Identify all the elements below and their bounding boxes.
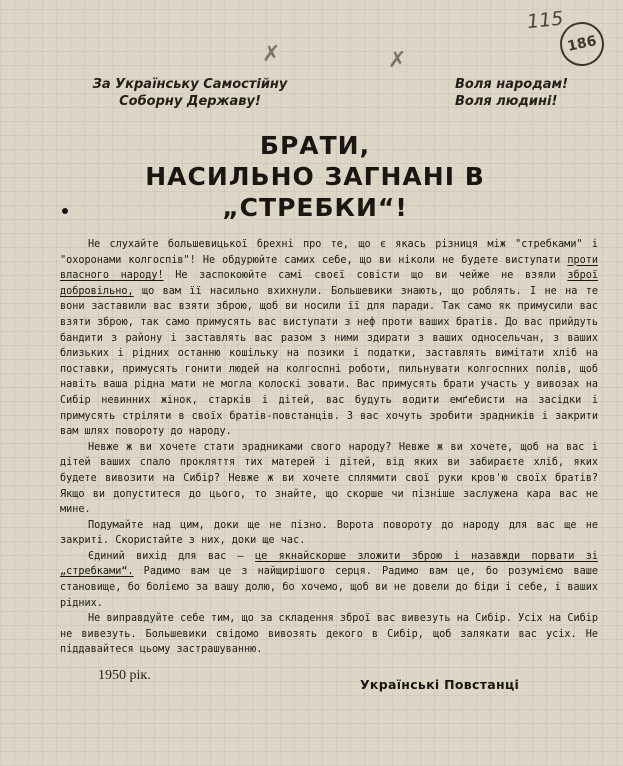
slogan-right-line2: Воля людині!	[455, 94, 558, 109]
paragraph-4	[60, 549, 598, 611]
title-line1: БРАТИ,	[259, 131, 371, 160]
paragraph-1-underlined-1: проти власного народу!	[60, 254, 598, 282]
paragraph-1-text-a: Не слухайте большевицької брехні про те, що є якась різниця між "стребками" і "охоронами колгоспів"! Не обдурюйте самих себе, що ви ніколи не будете виступати	[60, 239, 598, 266]
paragraph-5: Не виправдуйте себе тим, що за складення зброї вас вивезуть на Сибір. Усіх на Сибір не вивезуть. Большевики свідомо вивозять декого в Сибір, щоб залякати вас усіх. Не піддавайтеся цьому застрашуванню.	[60, 613, 598, 656]
paragraph-4-underlined: це якнайскорше зложити зброю і назавжди порвати зі „стребками“.	[60, 550, 598, 578]
paragraph-3: Подумайте над цим, доки ще не пізно. Ворота повороту до народу для вас ще не закриті. Скористайте з них, доки ще час.	[60, 519, 598, 547]
paragraph-1-underlined-2: зброї добровільно,	[60, 270, 598, 297]
archive-circled-number: 186	[556, 18, 608, 70]
title-line2: НАСИЛЬНО ЗАГНАНІ В	[145, 162, 485, 191]
paragraph-4-text-b: Радимо вам це з найщирішого серця. Радимо вам це, бо розуміємо ваше становище, бо боліємо за вашу долю, бо хочемо, щоб ви не довели до біди і себе, і ваших рідних.	[60, 566, 598, 609]
archive-page-number: 115	[526, 7, 565, 34]
pencil-mark-1: ✗	[262, 42, 281, 67]
paragraph-1	[60, 237, 598, 440]
slogan-right	[455, 76, 585, 110]
paragraph-2: Невже ж ви хочете стати зрадниками свого народу? Невже ж ви хочете, щоб на вас і дітей ваших спало прокляття тих матерей і дітей, від яких ви забираєте хліб, яких будете вивозити на Сибір? Невже ж ви хочете сплямити свої руки кров'ю своїх братів? Якщо ви допуститеся до цього, то знайте, що скорше чи пізніше заслужена кара вас не мине.	[60, 441, 598, 516]
paragraph-1-text-c: що вам її насильно вхихнули. Большевики знають, що роблять. І не на те вони заставили вас взяти зброю, щоб ви носили її для паради. Так само як примусили вас взяти зброю, так само примусять вас виступати з неф проти ваших братів. До вас прийдуть бандити з району і заставлять вас разом з ними здирати з ваших односельчан, з ваших близьких і рідних останню кошільку на позики і податки, заставлять вимітати хліб на поставки, примусять гонити людей на колгоспні роботи, пильнувати колгоспних полів, щоб навіть ваша рідна мати не могла колоскі зовати. Вас примусять брати участь у вивозах на Сибір невинних жінок, старків і дітей, вас будуть водити емґебисти на засідки і примусять стріляти в своїх братів-повстанців. З вас хочуть зробити зрадників і закрити вам шлях повороту до народу.	[60, 285, 598, 438]
leaflet-body	[60, 237, 598, 658]
paragraph-4-text-a: Єдиний вихід для вас —	[88, 550, 256, 562]
title-line3: „СТРЕБКИ“!	[222, 193, 408, 222]
signature: Українські Повстанці	[360, 677, 520, 692]
slogan-right-line1: Воля народам!	[455, 77, 569, 92]
paragraph-1-text-b: Не заспокоюйте самі своєї совісти що ви чейже не взяли	[163, 270, 568, 282]
slogan-left: За Українську Самостійну Соборну Державу!	[92, 77, 288, 109]
pencil-mark-2: ✗	[388, 48, 407, 73]
year: 1950 рік.	[98, 668, 151, 683]
leaflet-title	[100, 130, 530, 223]
ink-dot	[62, 208, 68, 214]
